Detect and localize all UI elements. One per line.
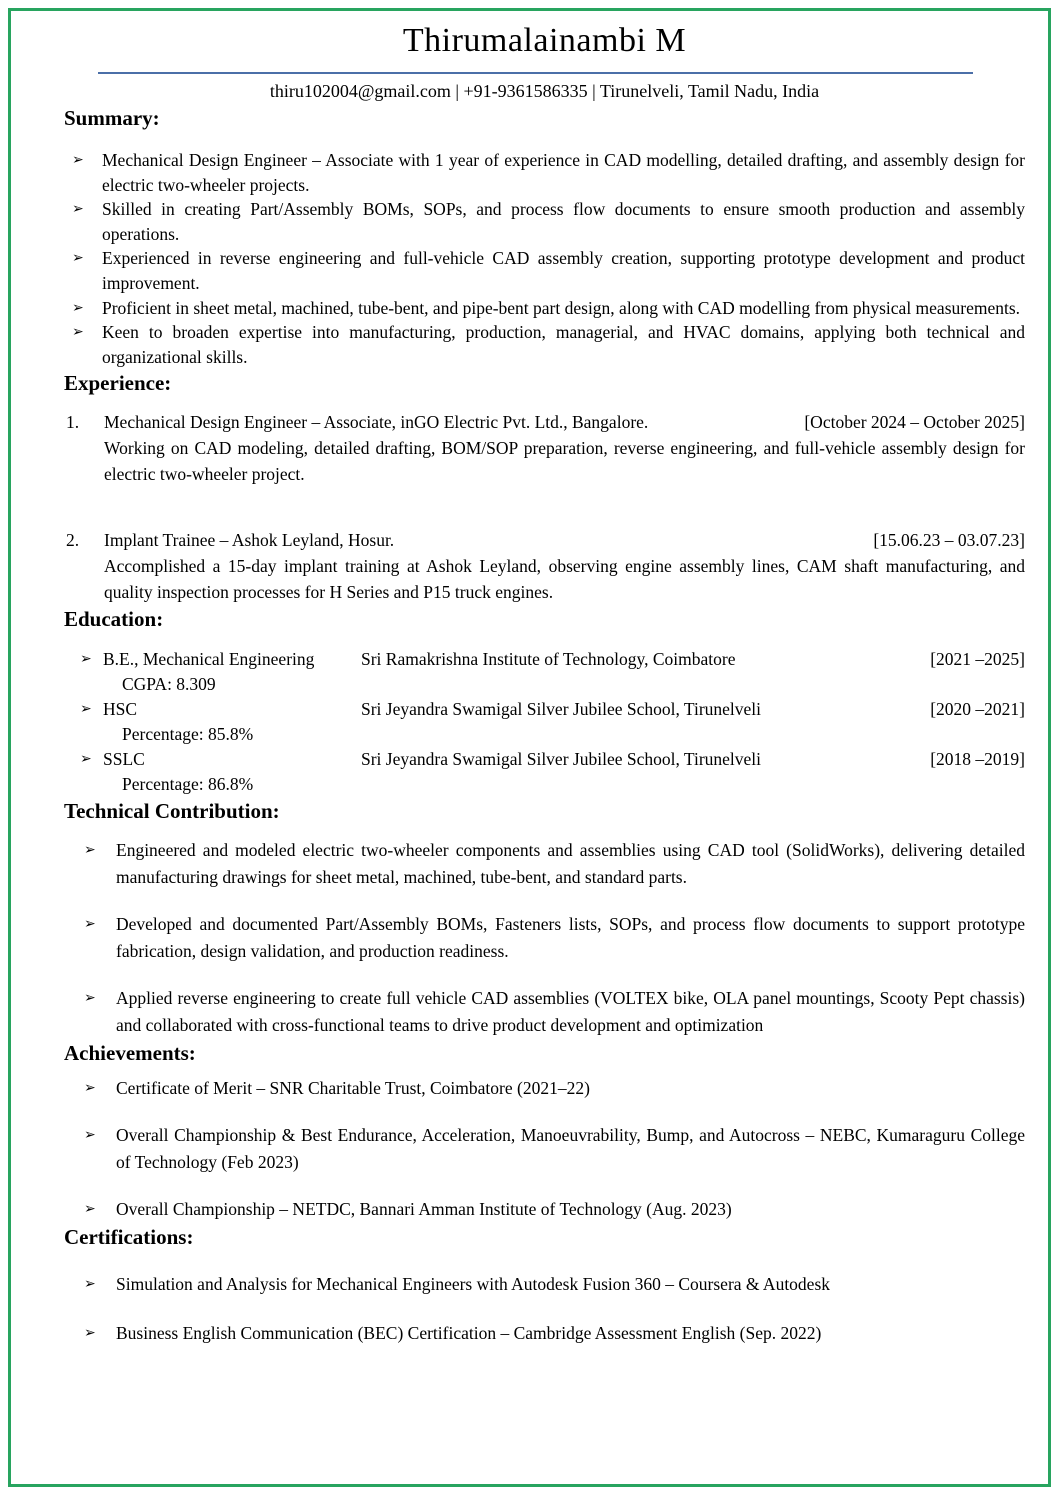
- summary-bullet: [64, 320, 1025, 369]
- technical-contribution-text: Developed and documented Part/Assembly BOMs, Fasteners lists, SOPs, and process flow documents to support prototype fabrication, design validation, and production readiness.: [116, 914, 1025, 962]
- education-row-main: [103, 647, 1025, 672]
- experience-item-number: 1.: [66, 412, 80, 433]
- arrow-bullet-icon: ➢: [72, 152, 84, 168]
- arrow-bullet-icon: ➢: [84, 1080, 96, 1097]
- arrow-bullet-icon: ➢: [80, 701, 92, 718]
- header-divider-line: [98, 72, 973, 74]
- achievement-text: Overall Championship & Best Endurance, Acceleration, Manoeuvrability, Bump, and Autocross – NEBC, Kumaraguru College of Technology (Feb 2023): [116, 1125, 1025, 1173]
- achievement-text: Certificate of Merit – SNR Charitable Trust, Coimbatore (2021–22): [116, 1078, 590, 1099]
- summary-bullet-text: Keen to broaden expertise into manufacturing, production, managerial, and HVAC domains, applying both technical and organizational skills.: [102, 322, 1025, 367]
- arrow-bullet-icon: ➢: [72, 324, 84, 341]
- arrow-bullet-icon: ➢: [80, 651, 92, 668]
- section-title-summary: Summary:: [64, 106, 160, 130]
- section-title-education: Education:: [64, 607, 164, 632]
- education-row: [64, 647, 1025, 697]
- experience-description: Accomplished a 15-day implant training at Ashok Leyland, observing engine assembly lines, CAM shaft manufacturing, and quality inspection processes for H Series and P15 truck engines.: [104, 556, 1025, 603]
- summary-bullet: [64, 246, 1025, 295]
- education-list: [64, 647, 1025, 797]
- education-row: [64, 697, 1025, 747]
- education-institution: Sri Jeyandra Swamigal Silver Jubilee School, Tirunelveli: [361, 749, 762, 770]
- education-institution: Sri Ramakrishna Institute of Technology, Coimbatore: [361, 649, 736, 670]
- experience-role: Implant Trainee – Ashok Leyland, Hosur.: [104, 530, 395, 551]
- technical-contribution-text: Applied reverse engineering to create full vehicle CAD assemblies (VOLTEX bike, OLA panel mountings, Scooty Pept chassis) and collaborated with cross-functional teams to drive product development and optimization: [116, 988, 1025, 1036]
- education-degree: HSC: [103, 699, 138, 720]
- experience-item-head: [104, 409, 1025, 435]
- technical-contribution-bullet: [64, 985, 1025, 1039]
- achievement-bullet: [64, 1196, 1025, 1223]
- certification-text: Simulation and Analysis for Mechanical Engineers with Autodesk Fusion 360 – Coursera & Autodesk: [116, 1274, 831, 1295]
- summary-bullet-text: Mechanical Design Engineer – Associate with 1 year of experience in CAD modelling, detailed drafting, and assembly design for electric two-wheeler projects.: [102, 150, 1025, 195]
- experience-date: [15.06.23 – 03.07.23]: [873, 530, 1025, 551]
- summary-bullet: [64, 296, 1025, 321]
- arrow-bullet-icon: ➢: [84, 1201, 96, 1218]
- experience-date: [October 2024 – October 2025]: [804, 412, 1025, 433]
- education-score: Percentage: 85.8%: [122, 724, 254, 745]
- education-row-main: [103, 747, 1025, 772]
- arrow-bullet-icon: ➢: [72, 201, 84, 218]
- technical-contribution-text: Engineered and modeled electric two-wheeler components and assemblies using CAD tool (SolidWorks), delivering detailed manufacturing drawings for sheet metal, machined, tube-bent, and standard parts.: [116, 840, 1025, 888]
- arrow-bullet-icon: ➢: [84, 1325, 96, 1342]
- certifications-list: [64, 1271, 1025, 1347]
- experience-item-number: 2.: [66, 530, 80, 551]
- experience-role: Mechanical Design Engineer – Associate, inGO Electric Pvt. Ltd., Bangalore.: [104, 412, 649, 433]
- arrow-bullet-icon: ➢: [72, 299, 84, 316]
- achievement-bullet: [64, 1122, 1025, 1176]
- education-score: Percentage: 86.8%: [122, 774, 254, 795]
- section-title-certifications: Certifications:: [64, 1225, 194, 1250]
- section-title-achievements: Achievements:: [64, 1041, 196, 1066]
- contact-line: thiru102004@gmail.com | +91-9361586335 | Tirunelveli, Tamil Nadu, India: [269, 81, 820, 101]
- arrow-bullet-icon: ➢: [84, 1276, 96, 1293]
- technical-contribution-bullet: [64, 837, 1025, 891]
- achievement-bullet: [64, 1075, 1025, 1102]
- education-score: CGPA: 8.309: [122, 674, 216, 695]
- education-row: [64, 747, 1025, 797]
- experience-item: [64, 527, 1025, 605]
- arrow-bullet-icon: ➢: [84, 1127, 96, 1144]
- technical-contribution-list: [64, 837, 1025, 1039]
- summary-bullet-text: Proficient in sheet metal, machined, tube-bent, and pipe-bent part design, along with CAD modelling from physical measurements.: [102, 297, 1021, 318]
- summary-bullet: [64, 148, 1025, 197]
- experience-item: [64, 409, 1025, 487]
- education-degree: SSLC: [103, 749, 145, 770]
- arrow-bullet-icon: ➢: [84, 990, 96, 1007]
- education-years: [2021 –2025]: [930, 649, 1025, 670]
- section-title-technical-contribution: Technical Contribution:: [64, 799, 280, 824]
- certification-text: Business English Communication (BEC) Certification – Cambridge Assessment English (Sep. 2022): [116, 1323, 822, 1344]
- education-row-main: [103, 697, 1025, 722]
- certification-bullet: [64, 1271, 1025, 1298]
- experience-item-head: [104, 527, 1025, 553]
- summary-bullet-text: Experienced in reverse engineering and full-vehicle CAD assembly creation, supporting prototype development and product improvement.: [102, 248, 1025, 293]
- arrow-bullet-icon: ➢: [80, 751, 92, 768]
- education-degree: B.E., Mechanical Engineering: [103, 649, 315, 670]
- certification-bullet: [64, 1320, 1025, 1347]
- summary-bullet: [64, 197, 1025, 246]
- education-years: [2020 –2021]: [930, 699, 1025, 720]
- candidate-name: Thirumalainambi M: [402, 22, 687, 59]
- summary-bullet-text: Skilled in creating Part/Assembly BOMs, SOPs, and process flow documents to ensure smooth production and assembly operations.: [102, 199, 1025, 244]
- achievement-text: Overall Championship – NETDC, Bannari Amman Institute of Technology (Aug. 2023): [116, 1199, 732, 1220]
- arrow-bullet-icon: ➢: [72, 250, 84, 267]
- experience-description: Working on CAD modeling, detailed drafting, BOM/SOP preparation, reverse engineering, and full-vehicle assembly design for electric two-wheeler project.: [104, 438, 1025, 485]
- arrow-bullet-icon: ➢: [84, 916, 96, 933]
- education-years: [2018 –2019]: [930, 749, 1025, 770]
- summary-list: [64, 148, 1025, 369]
- arrow-bullet-icon: ➢: [84, 842, 96, 859]
- technical-contribution-bullet: [64, 911, 1025, 965]
- achievements-list: [64, 1075, 1025, 1223]
- section-title-experience: Experience:: [64, 371, 172, 396]
- education-institution: Sri Jeyandra Swamigal Silver Jubilee School, Tirunelveli: [361, 699, 762, 720]
